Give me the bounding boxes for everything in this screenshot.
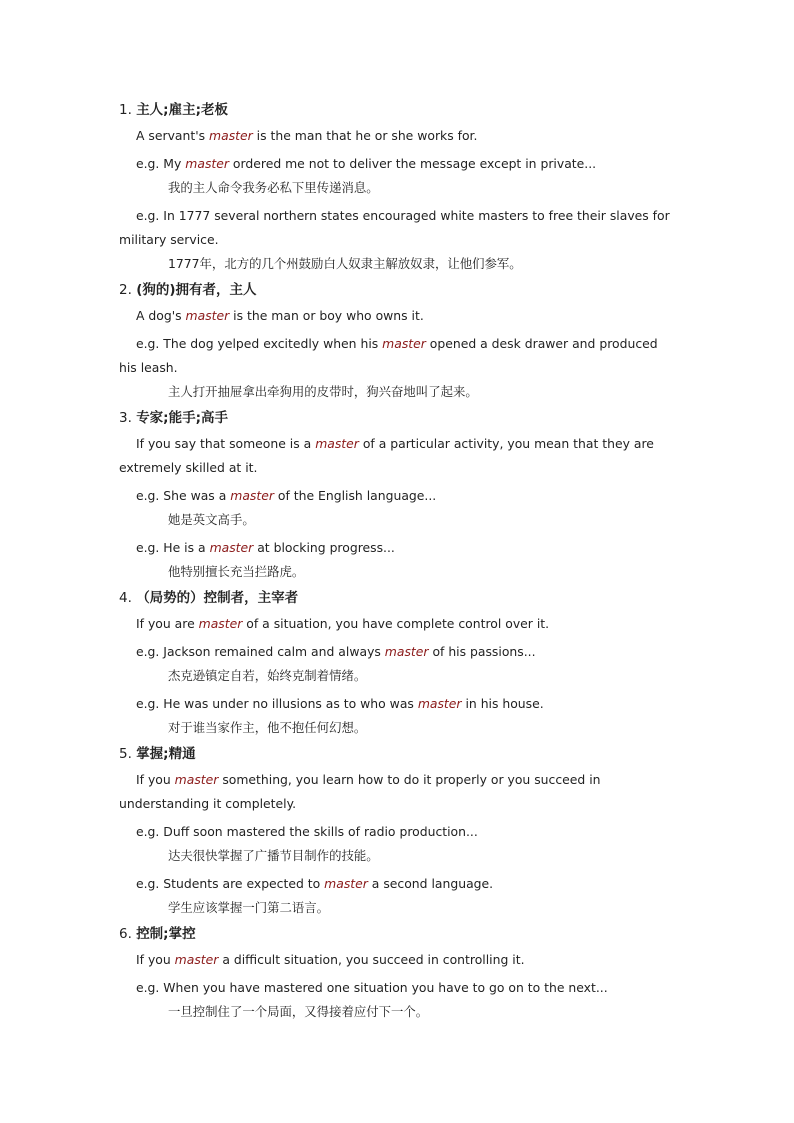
- sense-definition: [119, 304, 675, 328]
- sense-3: [119, 408, 675, 584]
- sense-4: [119, 588, 675, 740]
- text-run: at blocking progress...: [253, 540, 395, 555]
- example-chinese: 主人打开抽屉拿出牵狗用的皮带时，狗兴奋地叫了起来。: [168, 384, 478, 399]
- sense-1: [119, 100, 675, 276]
- example-english: [119, 536, 675, 560]
- sense-number: 1.: [119, 102, 132, 118]
- example-chinese: 他特别擅长充当拦路虎。: [168, 564, 305, 579]
- text-run: opened a desk drawer and produced his leash.: [119, 336, 658, 375]
- keyword-highlight: master: [324, 876, 368, 891]
- example-chinese: 达夫很快掌握了广播节目制作的技能。: [168, 848, 379, 863]
- sense-heading: [119, 100, 675, 120]
- text-run: something, you learn how to do it properly or you succeed in understanding it completely.: [119, 772, 601, 811]
- text-run: of his passions...: [428, 644, 536, 659]
- text-run: If you are: [136, 616, 199, 631]
- keyword-highlight: master: [174, 772, 219, 787]
- text-run: e.g. She was a: [136, 488, 231, 503]
- dictionary-entry: [119, 100, 675, 1028]
- example-chinese: 对于谁当家作主，他不抱任何幻想。: [168, 720, 367, 735]
- text-run: If you: [136, 772, 175, 787]
- text-run: e.g. My: [136, 156, 186, 171]
- example-english: [119, 484, 675, 508]
- keyword-highlight: master: [315, 436, 359, 451]
- sense-title: 掌握;精通: [136, 746, 196, 762]
- example-english: [119, 692, 675, 716]
- example-english: [119, 820, 675, 844]
- sense-title: 控制;掌控: [136, 926, 196, 942]
- keyword-highlight: master: [209, 128, 253, 143]
- text-run: e.g. Duff soon mastered the skills of radio production...: [136, 824, 478, 839]
- sense-6: [119, 924, 675, 1024]
- sense-number: 4.: [119, 590, 132, 606]
- text-run: e.g. When you have mastered one situation you have to go on to the next...: [136, 980, 608, 995]
- text-run: e.g. The dog yelped excitedly when his: [136, 336, 383, 351]
- sense-title: (狗的)拥有者，主人: [136, 282, 257, 298]
- sense-number: 3.: [119, 410, 132, 426]
- keyword-highlight: master: [384, 644, 429, 659]
- sense-number: 2.: [119, 282, 132, 298]
- example-english: [119, 152, 675, 176]
- sense-definition: [119, 612, 675, 636]
- text-run: is the man that he or she works for.: [252, 128, 478, 143]
- example-chinese: 我的主人命令我务必私下里传递消息。: [168, 180, 379, 195]
- example-chinese: 一旦控制住了一个局面，又得接着应付下一个。: [168, 1004, 429, 1019]
- text-run: ordered me not to deliver the message except in private...: [228, 156, 597, 171]
- sense-definition: [119, 432, 675, 480]
- text-run: of the English language...: [273, 488, 437, 503]
- sense-number: 6.: [119, 926, 132, 942]
- text-run: of a situation, you have complete control over it.: [242, 616, 550, 631]
- text-run: e.g. In 1777 several northern states encouraged white masters to free their slaves for military service.: [119, 208, 670, 247]
- example-english: [119, 872, 675, 896]
- text-run: e.g. He is a: [136, 540, 210, 555]
- sense-heading: [119, 744, 675, 764]
- example-english: [119, 640, 675, 664]
- text-run: A dog's: [136, 308, 186, 323]
- text-run: e.g. Students are expected to: [136, 876, 325, 891]
- sense-heading: [119, 924, 675, 944]
- sense-5: [119, 744, 675, 920]
- text-run: of a particular activity, you mean that they are extremely skilled at it.: [119, 436, 654, 475]
- keyword-highlight: master: [198, 616, 243, 631]
- example-chinese: 她是英文高手。: [168, 512, 255, 527]
- sense-heading: [119, 280, 675, 300]
- keyword-highlight: master: [230, 488, 274, 503]
- example-english: [119, 976, 675, 1000]
- example-chinese: 杰克逊镇定自若，始终克制着情绪。: [168, 668, 367, 683]
- sense-definition: [119, 124, 675, 148]
- text-run: a second language.: [367, 876, 494, 891]
- keyword-highlight: master: [185, 156, 229, 171]
- text-run: e.g. Jackson remained calm and always: [136, 644, 385, 659]
- text-run: in his house.: [461, 696, 544, 711]
- sense-definition: [119, 768, 675, 816]
- keyword-highlight: master: [209, 540, 254, 555]
- sense-number: 5.: [119, 746, 132, 762]
- sense-title: 专家;能手;高手: [136, 410, 228, 426]
- sense-title: （局势的）控制者，主宰者: [136, 590, 299, 606]
- keyword-highlight: master: [417, 696, 462, 711]
- keyword-highlight: master: [185, 308, 230, 323]
- text-run: If you: [136, 952, 175, 967]
- keyword-highlight: master: [174, 952, 219, 967]
- sense-definition: [119, 948, 675, 972]
- keyword-highlight: master: [382, 336, 426, 351]
- text-run: is the man or boy who owns it.: [229, 308, 424, 323]
- example-chinese: 1777年，北方的几个州鼓励白人奴隶主解放奴隶，让他们参军。: [168, 256, 522, 271]
- example-english: [119, 332, 675, 380]
- sense-heading: [119, 408, 675, 428]
- text-run: a difficult situation, you succeed in controlling it.: [218, 952, 525, 967]
- sense-title: 主人;雇主;老板: [136, 102, 228, 118]
- example-chinese: 学生应该掌握一门第二语言。: [168, 900, 330, 915]
- example-english: [119, 204, 675, 252]
- text-run: e.g. He was under no illusions as to who was: [136, 696, 418, 711]
- sense-2: [119, 280, 675, 404]
- sense-heading: [119, 588, 675, 608]
- text-run: A servant's: [136, 128, 210, 143]
- text-run: If you say that someone is a: [136, 436, 316, 451]
